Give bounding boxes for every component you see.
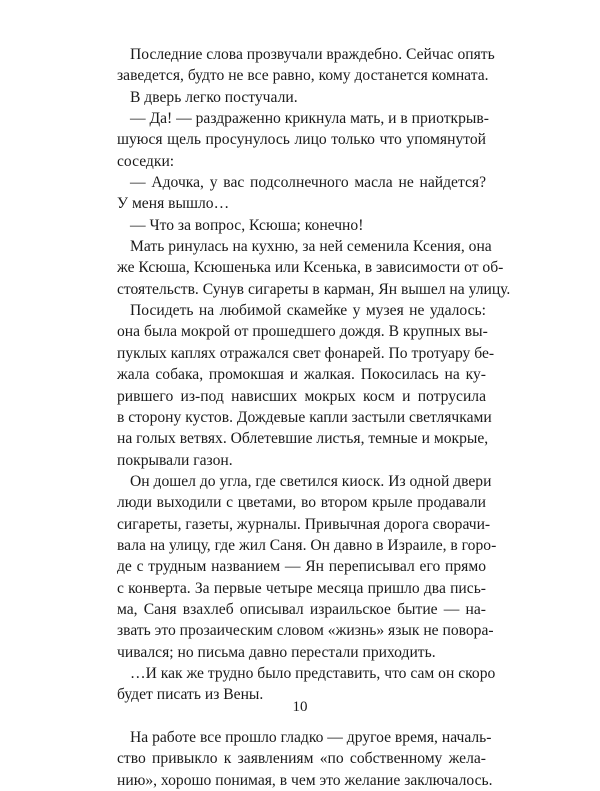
text-line: же Ксюша, Ксюшенька или Ксенька, в зависимости от об- <box>117 259 504 277</box>
text-line: стоятельств. Сунув сигареты в карман, Ян вышел на улицу. <box>117 280 511 298</box>
text-line: соседки: <box>117 152 175 170</box>
text-line: покрывали газон. <box>117 451 233 469</box>
text-line: на голых ветвях. Облетевшие листья, темные и мокрые, <box>117 430 489 448</box>
text-line: шуюся щель просунулось лицо только что упомянутой <box>117 131 486 149</box>
text-line: ство привыкло к заявлениям «по собственному жела- <box>117 750 486 768</box>
page-number: 10 <box>292 699 308 715</box>
text-line: …И как же трудно было представить, что сам он скоро <box>130 664 496 682</box>
text-line: нию», хорошо понимая, в чем это желание заключалось. <box>117 771 493 789</box>
text-line: жала собака, промокшая и жалкая. Покосилась на ку- <box>117 366 486 384</box>
text-line: рившего из-под нависших мокрых косм и потрусила <box>117 387 486 405</box>
text-line: люди выходили с цветами, во втором крыле продавали <box>117 494 486 512</box>
text-line: она была мокрой от прошедшего дождя. В крупных вы- <box>117 323 488 341</box>
text-line: будет писать из Вены. <box>117 686 264 704</box>
text-line: вала на улицу, где жил Саня. Он давно в Израиле, в горо- <box>117 536 497 554</box>
text-line: Мать ринулась на кухню, за ней семенила Ксения, она <box>130 238 492 256</box>
text-line: Он дошел до угла, где светился киоск. Из одной двери <box>130 472 492 490</box>
text-line: заведется, будто не все равно, кому достанется комната. <box>117 67 489 85</box>
text-line: Посидеть на любимой скамейке у музея не удалось: <box>130 302 486 320</box>
body-text <box>117 44 511 791</box>
text-line: Последние слова прозвучали враждебно. Сейчас опять <box>130 46 495 63</box>
text-line: пуклых каплях отражался свет фонарей. По тротуару бе- <box>117 344 495 362</box>
text-line: — Адочка, у вас подсолнечного масла не найдется? <box>130 174 486 192</box>
text-line: звать это прозаическим словом «жизнь» язык не повора- <box>117 622 494 640</box>
text-line: На работе все прошло гладко — другое время, началь- <box>130 729 492 746</box>
text-line: с конверта. За первые четыре месяца пришло два пись- <box>117 579 486 597</box>
text-line: де с трудным названием — Ян переписывал его прямо <box>117 558 486 576</box>
text-line: — Что за вопрос, Ксюша; конечно! <box>130 216 364 234</box>
text-line: в сторону кустов. Дождевые капли застыли светлячками <box>117 408 492 426</box>
text-line: чивался; но письма давно перестали приходить. <box>117 643 436 661</box>
text-line: В дверь легко постучали. <box>130 88 298 106</box>
text-line: У меня вышло… <box>117 195 230 213</box>
text-line: ма, Саня взахлеб описывал израильское бытие — на- <box>117 600 486 618</box>
text-line: сигареты, газеты, журналы. Привычная дорога сворачи- <box>117 515 491 533</box>
text-line: — Да! — раздраженно крикнула мать, и в приоткрыв- <box>130 110 489 128</box>
